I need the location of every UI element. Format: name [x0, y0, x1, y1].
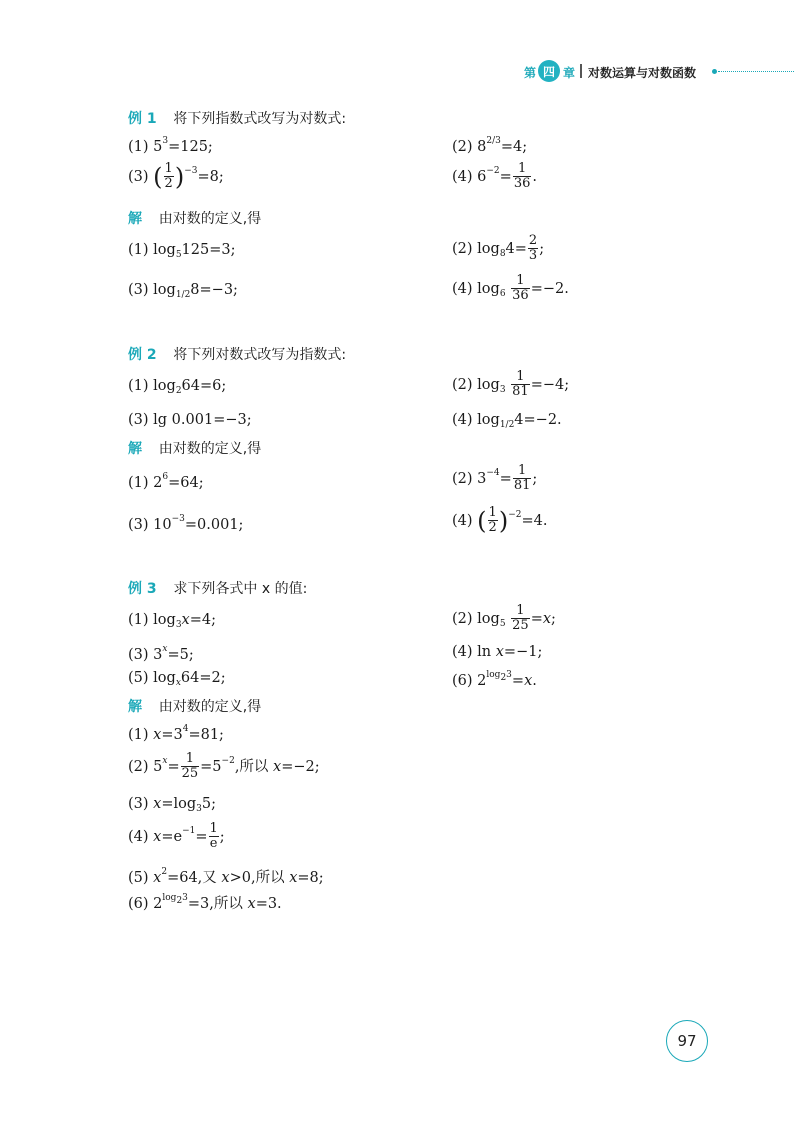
ex2-answer-1: (1) $2^6=64$;: [128, 472, 204, 491]
ex1-problem-2: (2) $8^{2/3}=4$;: [452, 136, 528, 155]
ex3-problem-4: (4) ln x=−1;: [452, 644, 543, 660]
solution-label: 解: [128, 441, 142, 457]
ex1-problem-1: (1) $5^3=125$;: [128, 136, 213, 155]
ex3-answer-3: (3) $x=\log_35$;: [128, 796, 217, 814]
example-label: 例 2: [128, 347, 157, 363]
example-label: 例 3: [128, 581, 157, 597]
ex3-answer-4: (4) $x=e^{-1}=$ $\frac{1}{e}$ ;: [128, 821, 225, 852]
ex2-problem-4: (4) $\log_{1/2}4=-2$.: [452, 412, 562, 430]
example-prompt: 将下列指数式改写为对数式:: [173, 111, 347, 127]
ex3-problem-2: (2) $\log_5$ $\frac{1}{25}$ =x;: [452, 603, 556, 634]
solution-text: 由对数的定义,得: [158, 699, 262, 715]
ex3-solution-heading: [128, 696, 261, 716]
ex1-answer-4: (4) $\log_6$ $\frac{1}{36}$ =−2.: [452, 273, 569, 304]
ex3-answer-1: (1) $x=3^4=81$;: [128, 724, 224, 743]
example-2-heading: [128, 344, 346, 364]
solution-label: 解: [128, 699, 142, 715]
solution-text: 由对数的定义,得: [158, 211, 262, 227]
ex3-problem-6: (6) $2^{log_23}=x$.: [452, 670, 537, 689]
header-dot: [712, 69, 717, 74]
solution-text: 由对数的定义,得: [158, 441, 262, 457]
chapter-suffix: 章: [563, 66, 576, 80]
ex1-answer-3: (3) $\log_{1/2}8=-3$;: [128, 282, 238, 300]
ex2-answer-3: (3) $10^{-3}=0.001$;: [128, 514, 244, 533]
example-3-heading: [128, 578, 307, 598]
ex2-answer-2: (2) $3^{-4}=$ $\frac{1}{81}$ ;: [452, 463, 538, 494]
ex3-answer-2: (2) $5^x=$ $\frac{1}{25}$ $=5^{-2}$,所以 x=−2;: [128, 751, 320, 782]
chapter-number-badge: 四: [538, 60, 560, 82]
ex1-problem-4: (4) $6^{-2}=$ $\frac{1}{36}$ .: [452, 161, 537, 192]
ex1-answer-2: (2) $\log_84=$ $\frac{2}{3}$ ;: [452, 233, 545, 264]
ex2-problem-3: (3) lg 0.001=−3;: [128, 412, 252, 428]
ex3-problem-5: (5) $\log_x64=2$;: [128, 670, 226, 688]
ex2-problem-2: (2) $\log_3$ $\frac{1}{81}$ =−4;: [452, 369, 570, 400]
ex2-solution-heading: [128, 438, 261, 458]
ex3-problem-3: (3) $3^x=5$;: [128, 644, 194, 663]
solution-label: 解: [128, 211, 142, 227]
ex3-problem-1: (1) $\log_3x=4$;: [128, 612, 216, 630]
page-number: 97: [666, 1020, 708, 1062]
example-prompt: 将下列对数式改写为指数式:: [173, 347, 347, 363]
example-label: 例 1: [128, 111, 157, 127]
header-separator: [580, 64, 582, 78]
ex1-solution-heading: [128, 208, 261, 228]
ex1-answer-1: (1) $\log_5125=3$;: [128, 242, 236, 260]
ex3-answer-6: (6) $2^{log_23}=3$,所以 x=3.: [128, 893, 282, 912]
example-1-heading: [128, 108, 346, 128]
ex1-problem-3: (3) ( $\frac{1}{2}$ ) $^{-3}$=8;: [128, 161, 224, 192]
example-prompt: 求下列各式中 x 的值:: [173, 581, 308, 597]
ex2-problem-1: (1) $\log_264=6$;: [128, 378, 227, 396]
header-rule: [718, 71, 794, 72]
chapter-prefix: 第: [524, 66, 537, 80]
chapter-title: 对数运算与对数函数: [588, 66, 697, 80]
ex2-answer-4: (4) ( $\frac{1}{2}$ ) $^{-2}$=4.: [452, 505, 548, 536]
ex3-answer-5: (5) $x^2=64$,又 x>0,所以 x=8;: [128, 867, 324, 886]
